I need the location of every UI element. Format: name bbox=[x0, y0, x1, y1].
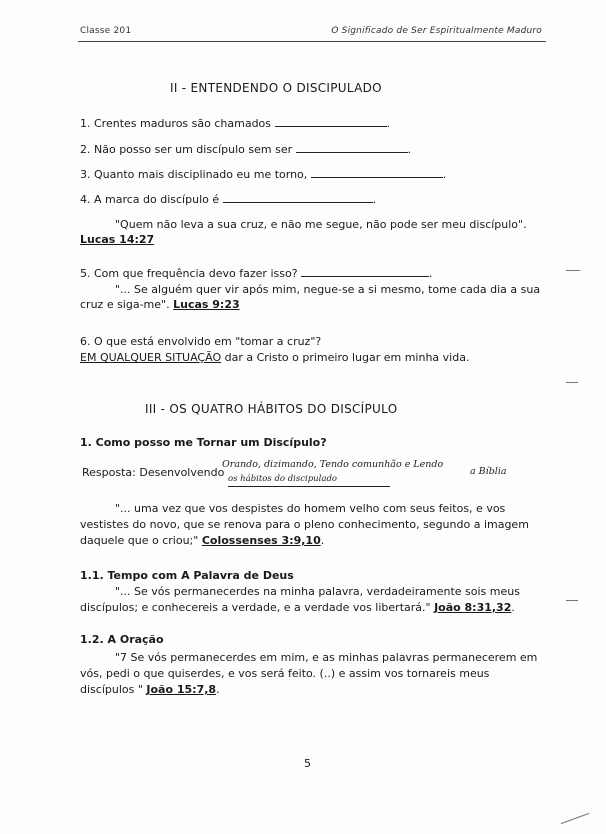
scan-artifact bbox=[566, 600, 578, 601]
quote-col-line2: vestistes do novo, que se renova para o pleno conhecimento, segundo a imagem bbox=[80, 518, 529, 531]
scan-artifact bbox=[566, 382, 578, 383]
question-1: 1. Crentes maduros são chamados . bbox=[80, 117, 391, 130]
question-4: 4. A marca do discípulo é . bbox=[80, 193, 377, 206]
blank-answer bbox=[301, 266, 429, 277]
handwritten-answer-2: os hábitos do discipulado bbox=[228, 474, 338, 484]
quote-lucas-9-line2: cruz e siga-me". Lucas 9:23 bbox=[80, 298, 240, 311]
header-class: Classe 201 bbox=[80, 26, 132, 36]
answer-label: Resposta: Desenvolvendo bbox=[82, 466, 225, 479]
scan-artifact bbox=[561, 813, 590, 824]
question-5: 5. Com que frequência devo fazer isso? . bbox=[80, 267, 433, 280]
handwritten-answer-3: a Bíblia bbox=[470, 466, 507, 477]
question-2: 2. Não posso ser um discípulo sem ser . bbox=[80, 143, 412, 156]
question-3: 3. Quanto mais disciplinado eu me torno, . bbox=[80, 168, 447, 181]
ref-lucas-14: Lucas 14:27 bbox=[80, 233, 155, 246]
section3-question-1: 1. Como posso me Tornar um Discípulo? bbox=[80, 436, 327, 449]
quote-joao-15-line3: discípulos " João 15:7,8. bbox=[80, 683, 220, 696]
quote-col-line3: daquele que o criou;" Colossenses 3:9,10. bbox=[80, 534, 325, 547]
answer-6: EM QUALQUER SITUAÇÃO dar a Cristo o primeiro lugar em minha vida. bbox=[80, 351, 470, 364]
ref-joao-8: João 8:31,32 bbox=[434, 601, 512, 614]
ref-colossenses: Colossenses 3:9,10 bbox=[201, 534, 321, 547]
handwritten-answer: Orando, dizimando, Tendo comunhão e Lendo bbox=[222, 459, 444, 470]
quote-joao-8-line1: "... Se vós permanecerdes na minha palavra, verdadeiramente sois meus bbox=[115, 585, 520, 598]
ref-lucas-9: Lucas 9:23 bbox=[173, 298, 240, 311]
header-title: O Significado de Ser Espiritualmente Maduro bbox=[331, 26, 542, 36]
quote-joao-15-line2: vós, pedi o que quiserdes, e vos será feito. (..) e assim vos tornareis meus bbox=[80, 667, 490, 680]
section3-title: III - OS QUATRO HÁBITOS DO DISCÍPULO bbox=[145, 402, 398, 416]
blank-answer bbox=[228, 476, 390, 487]
subsection-1-1-title: 1.1. Tempo com A Palavra de Deus bbox=[80, 569, 294, 582]
scan-artifact bbox=[566, 270, 580, 271]
blank-answer bbox=[311, 167, 443, 178]
section2-title: II - ENTENDENDO O DISCIPULADO bbox=[170, 81, 382, 95]
ref-joao-15: João 15:7,8 bbox=[146, 683, 217, 696]
quote-joao-15-line1: "7 Se vós permanecerdes em mim, e as minhas palavras permanecerem em bbox=[115, 651, 538, 664]
quote-col-line1: "... uma vez que vos despistes do homem velho com seus feitos, e vos bbox=[115, 502, 506, 515]
page-number: 5 bbox=[304, 757, 311, 770]
blank-answer bbox=[296, 142, 408, 153]
quote-lucas-9-line1: "... Se alguém quer vir após mim, negue-se a si mesmo, tome cada dia a sua bbox=[115, 283, 541, 296]
question-6: 6. O que está envolvido em "tomar a cruz"? bbox=[80, 335, 322, 348]
quote-joao-8-line2: discípulos; e conhecereis a verdade, e a verdade vos libertará." João 8:31,32. bbox=[80, 601, 515, 614]
header-rule bbox=[78, 41, 546, 42]
subsection-1-2-title: 1.2. A Oração bbox=[80, 633, 164, 646]
blank-answer bbox=[275, 116, 387, 127]
blank-answer bbox=[223, 192, 373, 203]
quote-lucas-14: "Quem não leva a sua cruz, e não me segue, não pode ser meu discípulo". bbox=[115, 218, 527, 231]
